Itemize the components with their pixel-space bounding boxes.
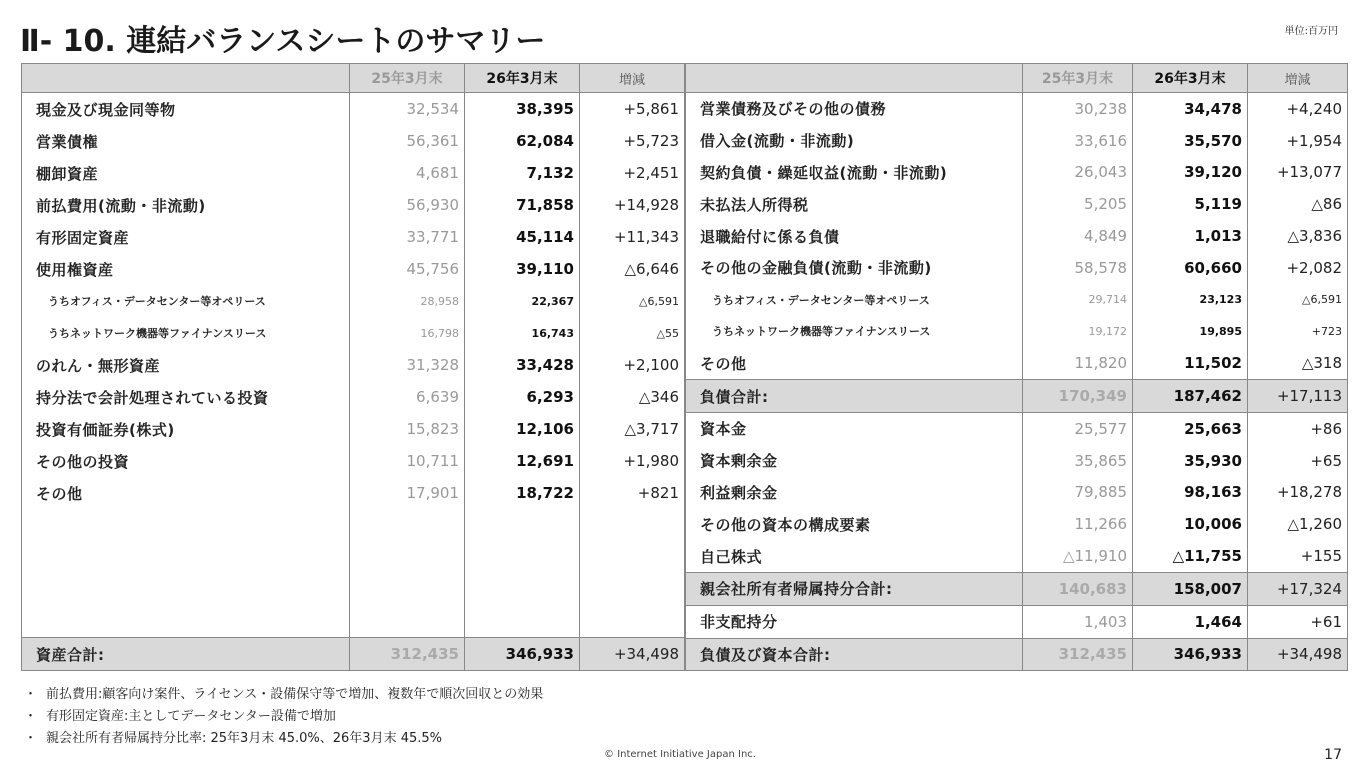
- row-label: うちオフィス・データセンター等オペリース: [686, 284, 1023, 316]
- table-row: [686, 316, 1348, 348]
- row-label: 使用権資産: [22, 253, 350, 285]
- table-row: [22, 93, 685, 126]
- value-cur: 12,106: [465, 413, 580, 445]
- value-cur: 22,367: [465, 285, 580, 317]
- value-cur: [465, 509, 580, 541]
- note-item: [24, 728, 543, 750]
- header-prev: 25年3月末: [1023, 64, 1133, 93]
- row-label: うちオフィス・データセンター等オペリース: [22, 285, 350, 317]
- row-label: [22, 509, 350, 541]
- value-diff: △6,591: [580, 285, 685, 317]
- subtotal-row: [686, 572, 1348, 605]
- value-cur: 60,660: [1133, 252, 1248, 284]
- value-cur: 62,084: [465, 125, 580, 157]
- row-label: その他: [686, 347, 1023, 379]
- value-diff: [580, 509, 685, 541]
- value-diff: △6,646: [580, 253, 685, 285]
- value-diff: +61: [1248, 605, 1348, 638]
- value-cur: 71,858: [465, 189, 580, 221]
- value-diff: +1,980: [580, 445, 685, 477]
- value-diff: +4,240: [1248, 93, 1348, 125]
- row-label: うちネットワーク機器等ファイナンスリース: [22, 317, 350, 349]
- value-diff: +5,723: [580, 125, 685, 157]
- value-prev: [350, 605, 465, 638]
- value-prev: 33,616: [1023, 125, 1133, 157]
- table-row: [686, 445, 1348, 477]
- value-diff: +17,113: [1248, 380, 1348, 413]
- row-label: のれん・無形資産: [22, 349, 350, 381]
- value-diff: +17,324: [1248, 572, 1348, 605]
- row-label: 営業債権: [22, 125, 350, 157]
- row-label: 前払費用(流動・非流動): [22, 189, 350, 221]
- page-number: 17: [1324, 747, 1342, 763]
- value-cur: [465, 605, 580, 638]
- value-cur: 33,428: [465, 349, 580, 381]
- value-prev: 4,849: [1023, 220, 1133, 252]
- note-text: 親会社所有者帰属持分比率: 25年3月末 45.0%、26年3月末 45.5%: [46, 731, 442, 746]
- value-diff: △55: [580, 317, 685, 349]
- balance-sheet: [21, 63, 1348, 671]
- table-row: [22, 349, 685, 381]
- assets-table: [21, 63, 685, 671]
- row-label: 持分法で会計処理されている投資: [22, 381, 350, 413]
- note-item: [24, 684, 543, 706]
- empty-row: [22, 605, 685, 638]
- value-cur: 19,895: [1133, 316, 1248, 348]
- row-label: 投資有価証券(株式): [22, 413, 350, 445]
- value-cur: 187,462: [1133, 380, 1248, 413]
- value-diff: +723: [1248, 316, 1348, 348]
- value-prev: 19,172: [1023, 316, 1133, 348]
- table-row: [22, 381, 685, 413]
- row-label: 負債及び資本合計:: [686, 638, 1023, 671]
- value-cur: 38,395: [465, 93, 580, 126]
- value-diff: [580, 573, 685, 605]
- value-diff: +34,498: [580, 638, 685, 671]
- value-prev: 312,435: [1023, 638, 1133, 671]
- header-cur: 26年3月末: [465, 64, 580, 93]
- copyright: © Internet Initiative Japan Inc.: [604, 749, 756, 760]
- value-diff: △346: [580, 381, 685, 413]
- table-row: [686, 347, 1348, 379]
- value-cur: [465, 573, 580, 605]
- value-prev: 33,771: [350, 221, 465, 253]
- value-prev: 11,820: [1023, 347, 1133, 379]
- table-row: [686, 540, 1348, 572]
- table-row: [686, 125, 1348, 157]
- table-row: [22, 413, 685, 445]
- value-cur: 346,933: [1133, 638, 1248, 671]
- unit-label: 単位:百万円: [1284, 26, 1338, 37]
- value-prev: 56,930: [350, 189, 465, 221]
- value-prev: 28,958: [350, 285, 465, 317]
- value-prev: 5,205: [1023, 188, 1133, 220]
- value-diff: △1,260: [1248, 508, 1348, 540]
- value-diff: △3,717: [580, 413, 685, 445]
- note-item: [24, 706, 543, 728]
- header-blank: [686, 64, 1023, 93]
- value-prev: 31,328: [350, 349, 465, 381]
- value-diff: +11,343: [580, 221, 685, 253]
- value-prev: 26,043: [1023, 157, 1133, 189]
- table-row: [22, 189, 685, 221]
- value-cur: 346,933: [465, 638, 580, 671]
- row-label: 自己株式: [686, 540, 1023, 572]
- value-cur: 39,120: [1133, 157, 1248, 189]
- table-row: [22, 157, 685, 189]
- liabilities-total-row: [686, 638, 1348, 671]
- row-label: その他の金融負債(流動・非流動): [686, 252, 1023, 284]
- table-row: [686, 284, 1348, 316]
- row-label: 非支配持分: [686, 605, 1023, 638]
- row-label: 契約負債・繰延収益(流動・非流動): [686, 157, 1023, 189]
- row-label: 借入金(流動・非流動): [686, 125, 1023, 157]
- value-cur: △11,755: [1133, 540, 1248, 572]
- value-prev: 140,683: [1023, 572, 1133, 605]
- value-prev: 25,577: [1023, 412, 1133, 444]
- table-row: [22, 477, 685, 509]
- table-row: [686, 220, 1348, 252]
- value-diff: +2,451: [580, 157, 685, 189]
- value-prev: 35,865: [1023, 445, 1133, 477]
- value-cur: 1,013: [1133, 220, 1248, 252]
- row-label: [22, 541, 350, 573]
- table-row: [686, 508, 1348, 540]
- value-diff: △318: [1248, 347, 1348, 379]
- value-prev: 11,266: [1023, 508, 1133, 540]
- value-cur: 16,743: [465, 317, 580, 349]
- value-cur: 11,502: [1133, 347, 1248, 379]
- value-prev: 312,435: [350, 638, 465, 671]
- value-cur: 45,114: [465, 221, 580, 253]
- subtotal-row: [686, 380, 1348, 413]
- value-diff: +155: [1248, 540, 1348, 572]
- table-row: [686, 93, 1348, 125]
- value-cur: 34,478: [1133, 93, 1248, 125]
- value-diff: +18,278: [1248, 477, 1348, 509]
- bullet: ・: [24, 687, 38, 702]
- value-cur: 5,119: [1133, 188, 1248, 220]
- table-row: [686, 188, 1348, 220]
- value-prev: 16,798: [350, 317, 465, 349]
- empty-row: [22, 541, 685, 573]
- value-diff: +5,861: [580, 93, 685, 126]
- value-prev: [350, 573, 465, 605]
- value-prev: 15,823: [350, 413, 465, 445]
- value-cur: 158,007: [1133, 572, 1248, 605]
- table-row: [686, 252, 1348, 284]
- row-label: 負債合計:: [686, 380, 1023, 413]
- value-cur: 12,691: [465, 445, 580, 477]
- value-cur: 23,123: [1133, 284, 1248, 316]
- value-prev: 45,756: [350, 253, 465, 285]
- row-label: その他の資本の構成要素: [686, 508, 1023, 540]
- value-prev: [350, 509, 465, 541]
- header-cur: 26年3月末: [1133, 64, 1248, 93]
- liabilities-table: [685, 63, 1348, 671]
- value-prev: 58,578: [1023, 252, 1133, 284]
- value-prev: 4,681: [350, 157, 465, 189]
- row-label: 棚卸資産: [22, 157, 350, 189]
- row-label: 退職給付に係る負債: [686, 220, 1023, 252]
- value-prev: 79,885: [1023, 477, 1133, 509]
- value-prev: △11,910: [1023, 540, 1133, 572]
- row-label: 未払法人所得税: [686, 188, 1023, 220]
- assets-total-row: [22, 638, 685, 671]
- value-cur: 1,464: [1133, 605, 1248, 638]
- value-diff: +34,498: [1248, 638, 1348, 671]
- row-label: 親会社所有者帰属持分合計:: [686, 572, 1023, 605]
- value-diff: +86: [1248, 412, 1348, 444]
- table-row: [22, 253, 685, 285]
- value-prev: 56,361: [350, 125, 465, 157]
- value-prev: 30,238: [1023, 93, 1133, 125]
- liabilities-header-row: [686, 64, 1348, 93]
- value-cur: [465, 541, 580, 573]
- table-row: [686, 477, 1348, 509]
- row-label: [22, 573, 350, 605]
- header-diff: 増減: [580, 64, 685, 93]
- bullet: ・: [24, 709, 38, 724]
- value-cur: 35,570: [1133, 125, 1248, 157]
- row-label: [22, 605, 350, 638]
- value-prev: 170,349: [1023, 380, 1133, 413]
- value-diff: +821: [580, 477, 685, 509]
- row-label: その他の投資: [22, 445, 350, 477]
- table-row: [22, 317, 685, 349]
- value-diff: +2,082: [1248, 252, 1348, 284]
- row-label: その他: [22, 477, 350, 509]
- table-row: [686, 157, 1348, 189]
- value-diff: +65: [1248, 445, 1348, 477]
- value-cur: 35,930: [1133, 445, 1248, 477]
- table-row: [686, 605, 1348, 638]
- value-diff: △3,836: [1248, 220, 1348, 252]
- header-blank: [22, 64, 350, 93]
- empty-row: [22, 509, 685, 541]
- value-cur: 98,163: [1133, 477, 1248, 509]
- value-prev: [350, 541, 465, 573]
- value-diff: +14,928: [580, 189, 685, 221]
- value-prev: 32,534: [350, 93, 465, 126]
- value-diff: △6,591: [1248, 284, 1348, 316]
- table-row: [22, 445, 685, 477]
- header-diff: 増減: [1248, 64, 1348, 93]
- value-cur: 18,722: [465, 477, 580, 509]
- value-cur: 10,006: [1133, 508, 1248, 540]
- row-label: 有形固定資産: [22, 221, 350, 253]
- note-text: 有形固定資産:主としてデータセンター設備で増加: [46, 709, 336, 724]
- value-cur: 6,293: [465, 381, 580, 413]
- row-label: 資本金: [686, 412, 1023, 444]
- value-diff: +13,077: [1248, 157, 1348, 189]
- value-prev: 1,403: [1023, 605, 1133, 638]
- row-label: うちネットワーク機器等ファイナンスリース: [686, 316, 1023, 348]
- value-prev: 17,901: [350, 477, 465, 509]
- table-row: [22, 221, 685, 253]
- bullet: ・: [24, 731, 38, 746]
- notes: [24, 684, 543, 750]
- empty-row: [22, 573, 685, 605]
- row-label: 資本剰余金: [686, 445, 1023, 477]
- value-prev: 29,714: [1023, 284, 1133, 316]
- value-prev: 6,639: [350, 381, 465, 413]
- value-diff: △86: [1248, 188, 1348, 220]
- value-cur: 7,132: [465, 157, 580, 189]
- value-cur: 25,663: [1133, 412, 1248, 444]
- assets-header-row: [22, 64, 685, 93]
- table-row: [22, 125, 685, 157]
- note-text: 前払費用:顧客向け案件、ライセンス・設備保守等で増加、複数年で順次回収との効果: [46, 687, 544, 702]
- row-label: 現金及び現金同等物: [22, 93, 350, 126]
- row-label: 利益剰余金: [686, 477, 1023, 509]
- value-prev: 10,711: [350, 445, 465, 477]
- table-row: [22, 285, 685, 317]
- table-row: [686, 412, 1348, 444]
- header-prev: 25年3月末: [350, 64, 465, 93]
- value-diff: +2,100: [580, 349, 685, 381]
- value-diff: [580, 541, 685, 573]
- row-label: 営業債務及びその他の債務: [686, 93, 1023, 125]
- value-cur: 39,110: [465, 253, 580, 285]
- value-diff: [580, 605, 685, 638]
- value-diff: +1,954: [1248, 125, 1348, 157]
- page-title: Ⅱ- 10. 連結バランスシートのサマリー: [20, 24, 546, 59]
- row-label: 資産合計:: [22, 638, 350, 671]
